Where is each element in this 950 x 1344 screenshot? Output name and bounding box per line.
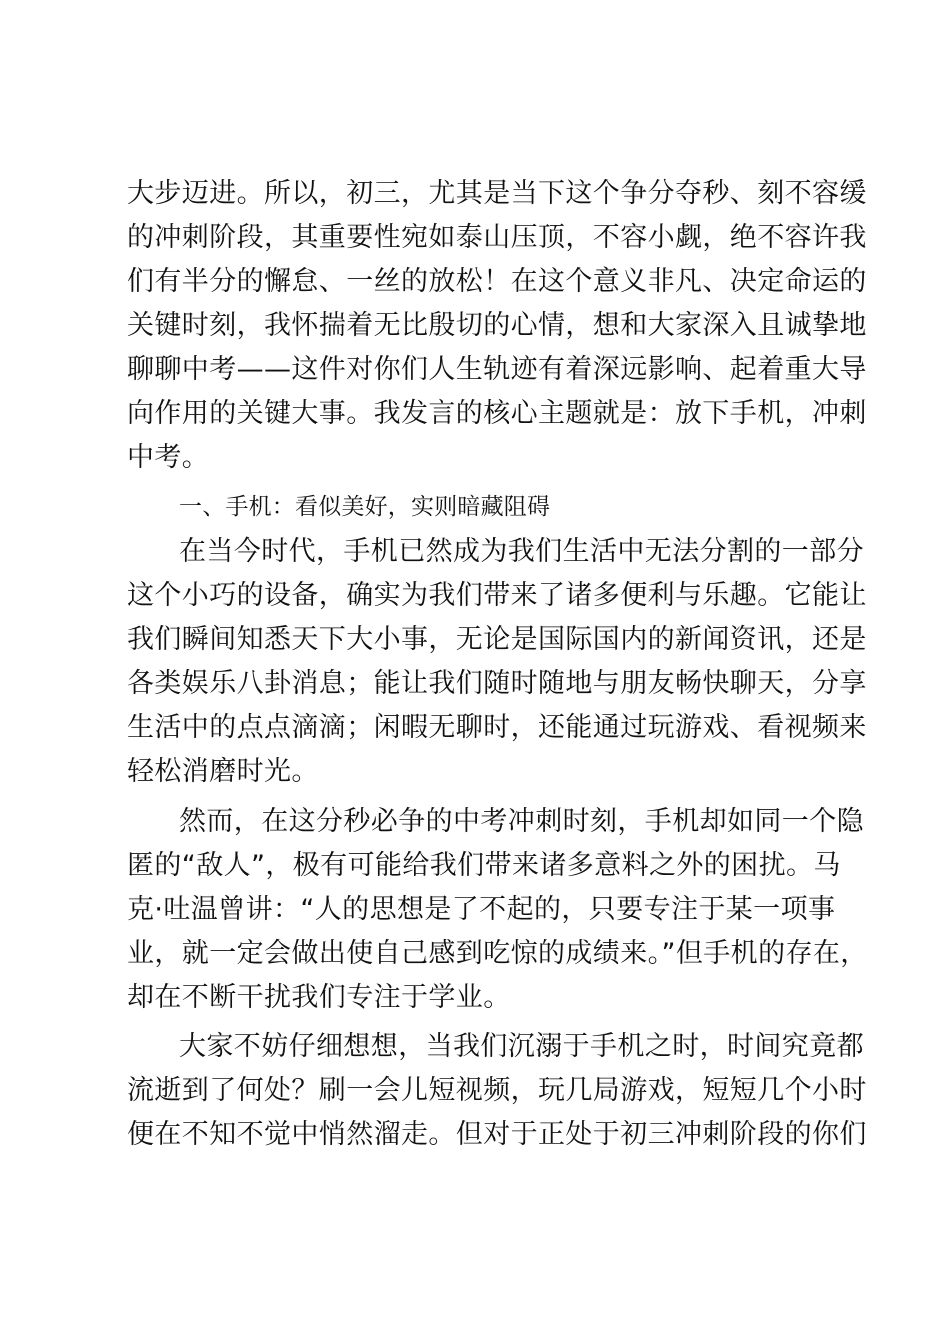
p1-line-5: 生活中的点点滴滴；闲暇无聊时，还能通过玩游戏、看视频来 (127, 712, 867, 743)
intro-line-7: 中考。 (127, 442, 210, 473)
intro-line-2: 的冲刺阶段，其重要性宛如泰山压顶，不容小觑，绝不容许我 (127, 222, 867, 253)
p1-line-4: 各类娱乐八卦消息；能让我们随时随地与朋友畅快聊天，分享 (127, 668, 867, 699)
p1-line-6: 轻松消磨时光。 (127, 756, 319, 787)
p1-line-3: 我们瞬间知悉天下大小事，无论是国际国内的新闻资讯，还是 (127, 624, 867, 655)
p2-line-4: 业，就一定会做出使自己感到吃惊的成绩来。”但手机的存在， (127, 938, 868, 969)
p1-line-2: 这个小巧的设备，确实为我们带来了诸多便利与乐趣。它能让 (127, 580, 867, 611)
p2-line-5: 却在不断干扰我们专注于学业。 (127, 982, 511, 1013)
p2-line-1: 然而，在这分秒必争的中考冲刺时刻，手机却如同一个隐 (179, 806, 864, 837)
section-heading: 一、手机：看似美好，实则暗藏阻碍 (179, 494, 551, 520)
intro-line-5: 聊聊中考——这件对你们人生轨迹有着深远影响、起着重大导 (127, 354, 867, 385)
p3-line-3: 便在不知不觉中悄然溜走。但对于正处于初三冲刺阶段的你们 (127, 1119, 867, 1150)
p1-line-1: 在当今时代，手机已然成为我们生活中无法分割的一部分 (179, 536, 864, 567)
p2-line-3: 克·吐温曾讲：“人的思想是了不起的，只要专注于某一项事 (127, 894, 836, 925)
p3-line-1: 大家不妨仔细想想，当我们沉溺于手机之时，时间究竟都 (179, 1031, 864, 1062)
intro-line-3: 们有半分的懈怠、一丝的放松！在这个意义非凡、决定命运的 (127, 266, 867, 297)
intro-line-6: 向作用的关键大事。我发言的核心主题就是：放下手机，冲刺 (127, 398, 867, 429)
intro-line-1: 大步迈进。所以，初三，尤其是当下这个争分夺秒、刻不容缓 (127, 178, 867, 209)
p2-line-2: 匿的“敌人”，极有可能给我们带来诸多意料之外的困扰。马 (127, 850, 841, 881)
p3-line-2: 流逝到了何处？刷一会儿短视频，玩几局游戏，短短几个小时 (127, 1075, 867, 1106)
intro-line-4: 关键时刻，我怀揣着无比殷切的心情，想和大家深入且诚挚地 (127, 310, 867, 341)
